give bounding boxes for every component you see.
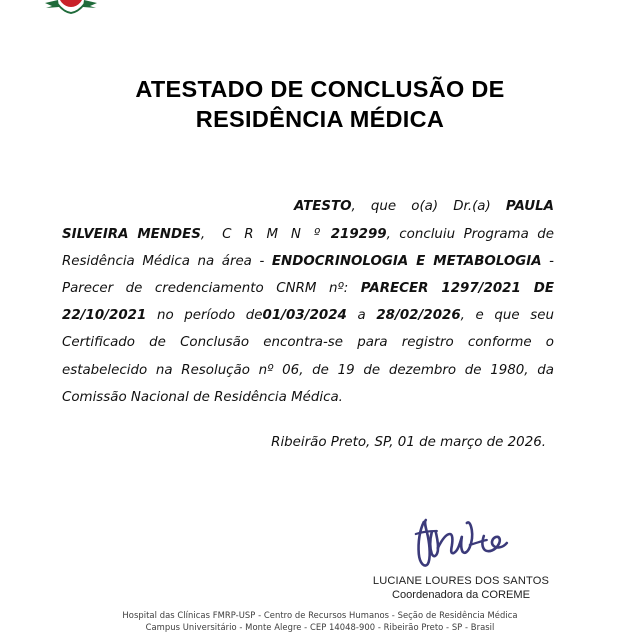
atesto-keyword: ATESTO bbox=[294, 199, 352, 215]
comma-after-name: , bbox=[200, 226, 206, 242]
doctor-name: PAULA SILVEIRA MENDES bbox=[62, 199, 554, 242]
certificate-body bbox=[62, 180, 554, 424]
page-footer bbox=[0, 609, 640, 634]
letterhead bbox=[0, 0, 640, 16]
crm-label: C R M N º bbox=[222, 226, 323, 242]
body-paragraph bbox=[62, 193, 554, 411]
after-atesto-text: , que o(a) Dr.(a) bbox=[351, 199, 506, 215]
title-line-1: ATESTADO DE CONCLUSÃO DE bbox=[135, 76, 505, 102]
title-line-2: RESIDÊNCIA MÉDICA bbox=[195, 106, 445, 132]
signer-role: Coordenadora da COREME bbox=[391, 589, 531, 601]
credential-value: PARECER 1297/2021 DE 22/10/2021 bbox=[62, 281, 554, 324]
period-label: no período de bbox=[146, 308, 263, 324]
credential-label: Parecer de credenciamento CNRM nº: bbox=[62, 281, 361, 296]
crm-number: 219299 bbox=[330, 226, 387, 242]
place-and-date: Ribeirão Preto, SP, 01 de março de 2026. bbox=[271, 435, 546, 450]
signer-name: LUCIANE LOURES DOS SANTOS bbox=[372, 575, 550, 587]
period-start-date: 01/03/2024 bbox=[262, 308, 347, 324]
after-crm-text: , concluiu Programa de Residência Médica na área - bbox=[62, 226, 554, 269]
period-end-date: 28/02/2026 bbox=[376, 308, 461, 324]
specialty-dash: - bbox=[541, 253, 554, 269]
footer-line-2: Campus Universitário - Monte Alegre - CEP 14048-900 - Ribeirão Preto - SP - Brasil bbox=[145, 622, 495, 633]
closing-text: , e que seu Certificado de Conclusão encontra-se para registro conforme o estabelecido na Resolução nº 06, de 19 de dezembro de 1980, da Comissão Nacional de Residência Médica. bbox=[62, 308, 554, 405]
document-title bbox=[0, 74, 640, 134]
period-separator: a bbox=[346, 308, 377, 324]
handwritten-signature bbox=[330, 512, 592, 574]
specialty-name: ENDOCRINOLOGIA E METABOLOGIA bbox=[271, 253, 542, 269]
signature-block bbox=[330, 512, 592, 603]
usp-hcfmrp-crest-logo bbox=[42, 0, 100, 14]
footer-line-1: Hospital das Clínicas FMRP-USP - Centro de Recursos Humanos - Seção de Residência Médica bbox=[122, 610, 518, 620]
